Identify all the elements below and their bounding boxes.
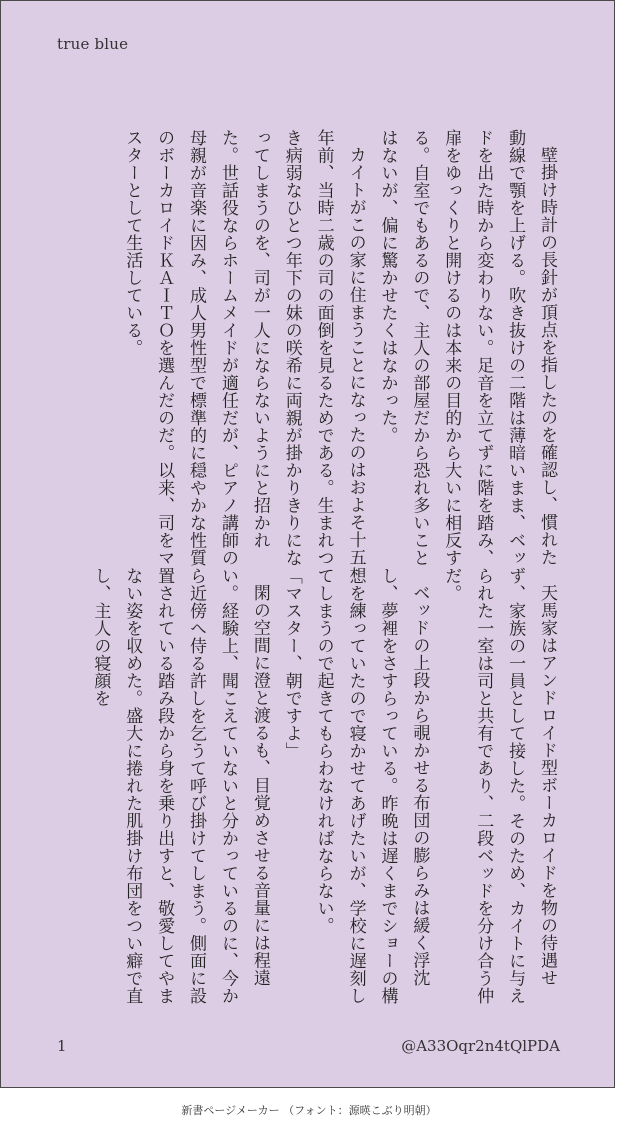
paragraph: カイトがこの家に住まうことになったのはおよそ十五年前、当時二歳の司の面倒を見るためである。生まれつき病弱なひとつ年下の妹の咲希に両親が掛かりきりになってしまうのを、司が一人にならないようにと招かれた。世話役ならホームメイドが適任だが、ピアノ講師の母親が音楽に因み、成人男性型で標準的に穏やかな性質のボーカロイドＫＡＩＴＯを選んだのだ。以来、司をマスターとして生活している。 (122, 129, 366, 567)
generator-credit: 新書ページメーカー （フォント：源暎こぶり明朝） (181, 1104, 437, 1117)
page-header-title: true blue (57, 35, 129, 53)
paragraph: 天馬家はアンドロイド型ボーカロイドを物の待遇せず、家族の一員として接した。そのため、カイトに与えられた一室は司と共有であり、二段ベッドを分け合う仲だ。 (441, 567, 557, 1005)
text-block-bottom (52, 567, 562, 1007)
page-number: 1 (57, 1037, 67, 1055)
paragraph: 壁掛け時計の長針が頂点を指したのを確認し、慣れた動線で顎を上げる。吹き抜けの二階は薄暗いまま、ベッドを出た時から変わりない。足音を立てずに階を踏み、扉をゆっくりと開けるのは本来の目的から大いに相反する。自室でもあるので、主人の部屋だから恐れ多いことはないが、偏に驚かせたくはなかった。 (377, 129, 557, 567)
paragraph: 閑の空間に澄と渡るも、目覚めさせる音量には程遠い。経験上、聞こえていないと分かっているのに、今から近傍へ侍る許しを乞うて呼び掛けてしまう。側面に設置されている踏み段から身を乗り出すと、敬愛してやまない姿を収めた。盛大に捲れた肌掛け布団をつい癖で直し、主人の寝顔を (90, 567, 270, 1005)
paragraph: ベッドの上段から覗かせる布団の膨らみは緩く浮沈し、夢裡をさすらっている。昨晩は遅くまでショーの構想を練っていたので寝かせてあげたいが、学校に遅刻してしまうので起きてもらわなければならない。 (313, 567, 430, 1005)
text-block-top (52, 129, 562, 569)
dialogue-line: 「マスター、朝ですよ」 (281, 567, 302, 760)
author-handle: @A33Oqr2n4tQlPDA (401, 1037, 560, 1055)
